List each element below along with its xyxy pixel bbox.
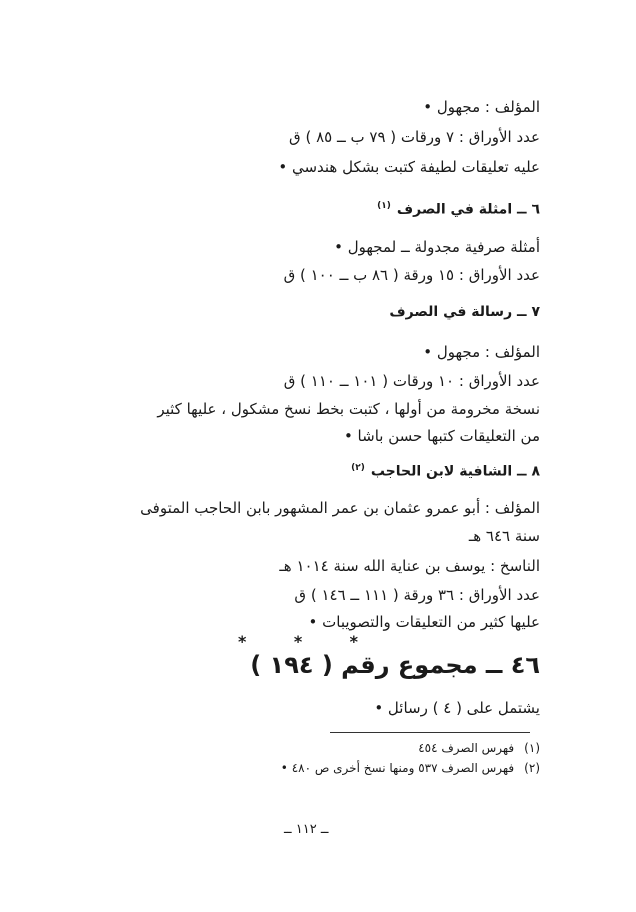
section-title: ٧ ــ رسالة في الصرف [389, 304, 540, 320]
footnote-text: فهرس الصرف ٤٥٤ [418, 741, 515, 755]
entry-line: نسخة مخرومة من أولها ، كتبت بخط نسخ مشكول ، عليها كثير [157, 400, 540, 418]
entry-line: المؤلف : مجهول • [423, 343, 540, 361]
footnote [418, 740, 540, 756]
footnote [281, 760, 540, 776]
section-title: ٨ ــ الشافية لابن الحاجب [370, 463, 540, 480]
footnote-marker: (١) [377, 201, 391, 211]
entry-line: عدد الأوراق : ١٥ ورقة ( ٨٦ ب ــ ١٠٠ ) ق [283, 266, 540, 284]
entry-line: عدد الأوراق : ١٠ ورقات ( ١٠١ ــ ١١٠ ) ق [283, 372, 540, 390]
section-title: ٦ ــ امثلة في الصرف [396, 201, 540, 218]
entry-line: من التعليقات كتبها حسن باشا • [343, 427, 540, 445]
entry-line: سنة ٦٤٦ هـ [468, 527, 540, 545]
collection-heading: ٤٦ ــ مجموع رقم ( ١٩٤ ) [250, 651, 540, 679]
entry-line: عدد الأوراق : ٧ ورقات ( ٧٩ ب ــ ٨٥ ) ق [289, 128, 540, 146]
page-number: ــ ١١٢ ــ [284, 822, 329, 837]
footnote-text: فهرس الصرف ٥٣٧ ومنها نسخ أخرى ص ٤٨٠ • [280, 761, 515, 775]
entry-line: المؤلف : مجهول • [423, 98, 540, 116]
footnote-marker: (٢) [351, 463, 365, 473]
entry-line: عليه تعليقات لطيفة كتبت بشكل هندسي • [278, 158, 540, 176]
collection-summary: يشتمل على ( ٤ ) رسائل • [374, 699, 540, 717]
entry-line: الناسخ : يوسف بن عناية الله سنة ١٠١٤ هـ [279, 557, 540, 575]
section-heading [377, 196, 540, 220]
star-ornament: * [238, 632, 247, 651]
entry-line: عدد الأوراق : ٣٦ ورقة ( ١١١ ــ ١٤٦ ) ق [294, 586, 540, 604]
star-ornament: * [293, 632, 303, 651]
entry-line: المؤلف : أبو عمرو عثمان بن عمر المشهور بابن الحاجب المتوفى [140, 499, 540, 517]
section-heading [351, 458, 540, 482]
section-heading [389, 302, 540, 322]
star-ornament: * [349, 632, 358, 651]
footnote-number: (٢) [524, 761, 540, 775]
footnote-divider [330, 732, 530, 733]
footnote-number: (١) [524, 741, 540, 755]
stars-separator [238, 632, 358, 651]
entry-line: عليها كثير من التعليقات والتصويبات • [308, 613, 540, 631]
entry-line: أمثلة صرفية مجدولة ــ لمجهول • [334, 238, 540, 256]
